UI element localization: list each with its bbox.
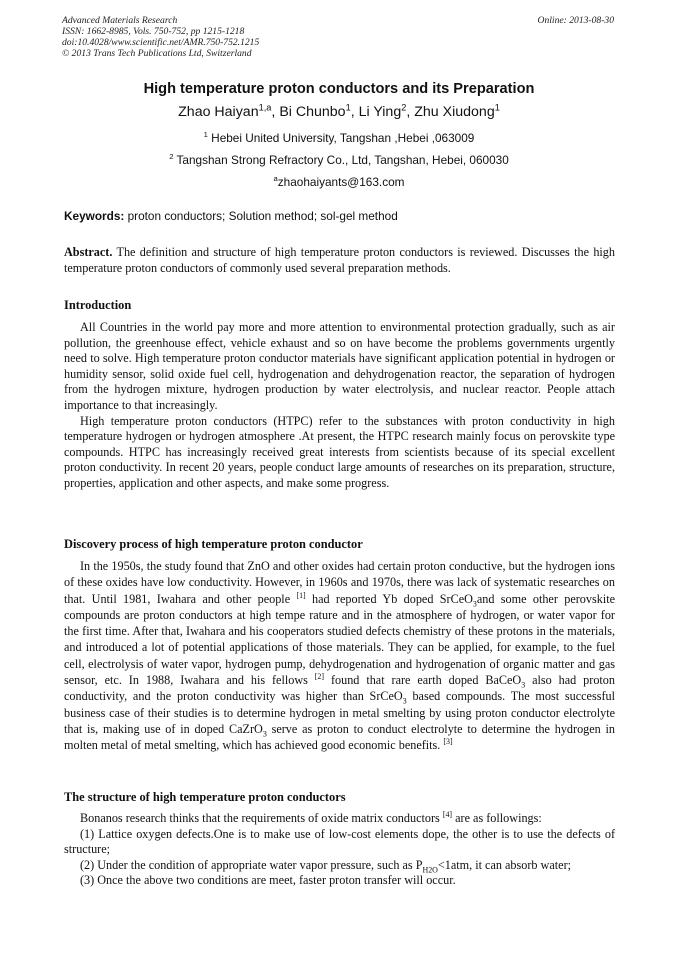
section-heading: Discovery process of high temperature proton conductor — [64, 537, 363, 551]
introduction-body — [64, 320, 615, 492]
discovery-body — [64, 558, 615, 754]
list-item: (2) Under the condition of appropriate water vapor pressure, such as $P_{H2O}<1atm$, it can absorb water; — [80, 857, 572, 875]
affiliation: $^2$ Tangshan Strong Refractory Co., Ltd, Tangshan, Hebei, 060030 — [169, 152, 509, 167]
copyright-line: © 2013 Trans Tech Publications Ltd, Switzerland — [62, 48, 252, 59]
citation: [1] — [296, 590, 306, 600]
abstract — [64, 245, 615, 276]
doi-line: doi:10.4028/www.scientific.net/AMR.750-752.1215 — [62, 37, 260, 48]
keywords-label: Keywords: — [64, 209, 125, 223]
list-item: (1) Lattice oxygen defects.One is to make use of low-cost elements dope, the other is to use the defects of structure; — [64, 826, 615, 857]
journal-name: Advanced Materials Research — [62, 15, 178, 26]
abstract-text: The definition and structure of high temperature proton conductors is reviewed. Discusses the high temperature proton conductors of commonly used several preparation methods. — [64, 245, 615, 275]
list-item: (3) Once the above two conditions are meet, faster proton transfer will occur. — [80, 873, 456, 888]
keywords — [64, 209, 398, 223]
author: Zhao Haiyan$^{1,a}$, — [178, 102, 280, 120]
paragraph: High temperature proton conductors (HTPC) refer to the substances with proton conductivity in high temperature hydrogen or hydrogen atmosphere .At present, the HTPC research mainly focus on perovskite type compounds. HTPC has increasingly received great interests from scientists because of its special excellent proton conductivity. In recent 20 years, people conduct large amounts of researches on its preparation, structure, properties, application and other aspects, and make some progress. — [64, 413, 615, 490]
abstract-label: Abstract. — [64, 245, 113, 259]
author: Li Ying$^2$, — [358, 102, 415, 120]
online-date: Online: 2013-08-30 — [537, 15, 614, 26]
issn-line: ISSN: 1662-8985, Vols. 750-752, pp 1215-1218 — [62, 26, 245, 37]
section-heading: The structure of high temperature proton conductors — [64, 790, 346, 804]
author: Bi Chunbo$^1$, — [279, 102, 359, 120]
keywords-text: proton conductors; Solution method; sol-gel method — [124, 209, 398, 223]
citation: [3] — [443, 737, 453, 747]
section-heading: Introduction — [64, 298, 132, 312]
paragraph: In the 1950s, the study found that ZnO and other oxides had certain proton conductive, but the hydrogen ions of these oxides have low conductivity. However, in 1960s and 1970s, there was lack of systematic researches on that. Until 1981, Iwahara and other people [1] had reported Yb doped SrCeO$_3$and some other perovskite compounds are proton conductors at high tempe rature and in the atmosphere of hydrogen, or water vapor for the first time. After that, Iwahara and his cooperators studied defects chemistry of these protons in the materials, and introduced a lot of potential applications of those materials. They can be applied, for example, to the fuel cell, electrolysis of water vapor, hydrogen pump, dehydrogenation and hydrogenation of organic matter and gas sensor, etc. In 1988, Iwahara and his fellows [2] found that rare earth doped BaCeO$_3$ also had proton conductivity, and the proton conductivity was higher than SrCeO$_3$ based compounds. The most successful business case of their studies is to determine hydrogen in metal smelting by using proton conductor electrolyte that is, making use of in doped CaZrO$_3$ serve as proton to conduct electrolyte to determine the hydrogen in molten metal of metal smelting, which has achieved good economic benefits. [3] — [64, 559, 616, 753]
structure-body — [64, 811, 615, 889]
author: Zhu Xiudong$^1$ — [414, 102, 500, 120]
citation: [4] — [442, 809, 453, 819]
journal-header — [62, 15, 259, 59]
affiliation: $^1$ Hebei United University, Tangshan ,Hebei ,063009 — [203, 130, 475, 145]
author-list — [0, 104, 678, 120]
citation: [2] — [314, 672, 325, 682]
paper-title: High temperature proton conductors and its Preparation — [143, 81, 535, 97]
paragraph: All Countries in the world pay more and more attention to environmental protection gradually, such as air pollution, the greenhouse effect, vehicle exhaust and so on have become the problems governments urgently need to solve. High temperature proton conductor materials have significant application potential in hydrogen or humidity sensor, solid oxide fuel cell, hydrogenation and dehydrogenation reactor, the separation of hydrogen from the hydrogen mixture, hydrogen production by water electrolysis, and nuclear reactor. People attach importance to that increasingly. — [64, 320, 615, 412]
paragraph: Bonanos research thinks that the requirements of oxide matrix conductors [4] are as followings: — [80, 809, 542, 825]
author-email: $^a$zhaohaiyants@163.com — [273, 174, 405, 189]
